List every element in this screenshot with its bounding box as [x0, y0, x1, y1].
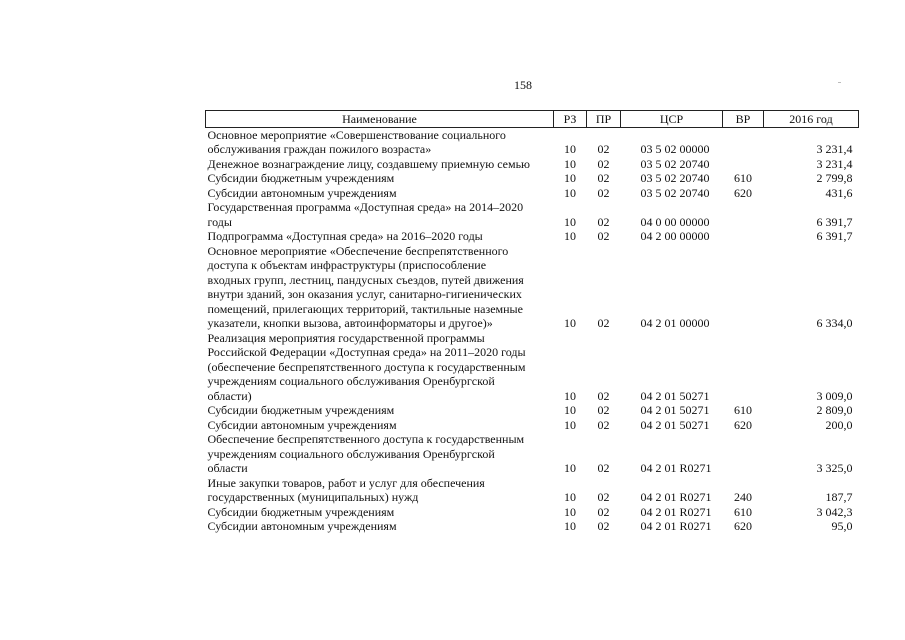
row-rz: 10 — [564, 316, 576, 330]
row-pr: 02 — [597, 388, 610, 403]
row-vr: 610 — [734, 504, 752, 519]
row-pr: 02 — [597, 417, 610, 432]
row-pr: 02 — [597, 171, 610, 185]
row-name: Субсидии бюджетным учреждениям — [207, 403, 395, 417]
row-csr: 04 2 01 R0271 — [640, 519, 712, 533]
row-vr — [723, 157, 764, 172]
table-row — [206, 403, 859, 418]
row-name: Иные закупки товаров, работ и услуг для обеспечения государственных (муниципальных) нужд — [207, 475, 485, 504]
row-csr: 04 2 01 R0271 — [640, 490, 712, 504]
table-row — [206, 127, 859, 157]
row-name: Обеспечение беспрепятственного доступа к государственным учреждениям социального обслуживания Оренбургской области — [207, 432, 525, 475]
row-csr: 03 5 02 20740 — [640, 156, 710, 171]
row-vr: 610 — [734, 403, 752, 417]
table-row — [206, 157, 859, 172]
header-row — [206, 111, 859, 128]
header-vr: ВР — [723, 111, 764, 128]
table-row — [206, 418, 859, 433]
table-row — [206, 229, 859, 244]
row-csr: 04 2 01 50271 — [640, 417, 710, 432]
row-vr: 620 — [734, 519, 752, 533]
row-rz: 10 — [564, 403, 576, 417]
row-amount: 6 334,0 — [816, 316, 853, 330]
table-header — [206, 111, 859, 128]
row-vr — [723, 200, 764, 229]
row-name: Субсидии автономным учреждениям — [207, 417, 397, 432]
row-name: Государственная программа «Доступная среда» на 2014–2020 годы — [207, 200, 524, 229]
row-csr: 04 2 01 00000 — [640, 316, 710, 330]
table-row — [206, 186, 859, 201]
row-amount: 200,0 — [825, 417, 853, 432]
row-rz: 10 — [564, 519, 576, 533]
row-rz: 10 — [564, 490, 576, 504]
row-pr: 02 — [597, 461, 610, 475]
row-vr — [723, 127, 764, 157]
table-row — [206, 200, 859, 229]
row-vr — [723, 229, 764, 244]
budget-table — [205, 110, 859, 534]
row-vr: 620 — [734, 417, 752, 432]
row-csr: 04 2 00 00000 — [640, 229, 710, 243]
page-number: 158 — [514, 78, 532, 92]
row-csr: 04 2 01 50271 — [640, 403, 710, 417]
row-pr: 02 — [597, 142, 610, 156]
row-rz: 10 — [564, 461, 576, 475]
scan-speck — [838, 82, 841, 83]
header-name: Наименование — [206, 111, 554, 128]
row-vr — [723, 432, 764, 476]
row-pr: 02 — [597, 490, 610, 504]
table-row — [206, 505, 859, 520]
row-csr: 04 2 01 R0271 — [640, 504, 712, 519]
row-rz: 10 — [564, 229, 576, 243]
row-vr: 620 — [734, 185, 752, 200]
row-rz: 10 — [564, 417, 576, 432]
row-name: Денежное вознаграждение лицу, создавшему приемную семью — [207, 156, 531, 171]
row-pr: 02 — [597, 229, 610, 243]
table-body — [206, 127, 859, 534]
row-pr: 02 — [597, 316, 610, 330]
row-rz: 10 — [564, 388, 576, 403]
row-amount: 431,6 — [825, 185, 853, 200]
row-csr: 03 5 02 20740 — [640, 185, 710, 200]
row-pr: 02 — [597, 185, 610, 200]
row-rz: 10 — [564, 171, 576, 185]
table-row — [206, 331, 859, 404]
table-row — [206, 171, 859, 186]
row-vr — [723, 331, 764, 404]
row-amount: 3 231,4 — [816, 142, 853, 156]
header-pr: ПР — [587, 111, 621, 128]
row-csr: 04 2 01 50271 — [640, 388, 710, 403]
row-rz: 10 — [564, 504, 576, 519]
row-vr — [723, 244, 764, 331]
row-csr: 04 0 00 00000 — [640, 214, 710, 229]
row-name: Подпрограмма «Доступная среда» на 2016–2020 годы — [207, 229, 483, 243]
row-pr: 02 — [597, 214, 610, 229]
row-pr: 02 — [597, 403, 610, 417]
row-amount: 2 809,0 — [816, 403, 853, 417]
row-vr: 240 — [734, 490, 752, 504]
table-row — [206, 244, 859, 331]
row-amount: 3 009,0 — [816, 388, 853, 403]
row-name: Субсидии бюджетным учреждениям — [207, 504, 395, 519]
row-name: Субсидии автономным учреждениям — [207, 519, 397, 533]
row-name: Реализация мероприятия государственной программы Российской Федерации «Доступная среда» на 2011–2020 годы (обеспечение беспрепятственного доступа к государственным учреждениям социального обслуживания Оренбургской области) — [207, 330, 526, 403]
row-name: Субсидии автономным учреждениям — [207, 185, 397, 200]
row-pr: 02 — [597, 504, 610, 519]
header-year: 2016 год — [764, 111, 859, 128]
row-name: Основное мероприятие «Обеспечение беспрепятственного доступа к объектам инфраструктуры (приспособление входных групп, лестниц, пандусных съездов, путей движения внутри зданий, зон оказания услуг, санитарно-гигиенических помещений, прилегающих территорий, тактильные наземные указатели, кнопки вызова, автоинформаторы и другое)» — [207, 243, 524, 330]
header-rz: РЗ — [554, 111, 587, 128]
row-csr: 03 5 02 00000 — [640, 142, 710, 156]
row-csr: 04 2 01 R0271 — [640, 461, 712, 475]
row-name: Субсидии бюджетным учреждениям — [207, 171, 395, 185]
row-amount: 95,0 — [831, 519, 853, 533]
row-amount: 6 391,7 — [816, 229, 853, 243]
row-amount: 3 231,4 — [816, 156, 853, 171]
row-pr: 02 — [597, 519, 610, 533]
row-amount: 187,7 — [825, 490, 853, 504]
row-name: Основное мероприятие «Совершенствование социального обслуживания граждан пожилого возраста» — [207, 127, 506, 156]
table-row — [206, 476, 859, 505]
row-vr: 610 — [734, 171, 752, 185]
row-rz: 10 — [564, 156, 576, 171]
row-amount: 6 391,7 — [816, 214, 853, 229]
row-csr: 03 5 02 20740 — [640, 171, 710, 185]
row-rz: 10 — [564, 185, 576, 200]
row-rz: 10 — [564, 214, 576, 229]
table-row — [206, 519, 859, 534]
row-amount: 2 799,8 — [816, 171, 853, 185]
table-row — [206, 432, 859, 476]
row-amount: 3 042,3 — [816, 504, 853, 519]
row-rz: 10 — [564, 142, 576, 156]
row-amount: 3 325,0 — [816, 461, 853, 475]
row-pr: 02 — [597, 156, 610, 171]
header-csr: ЦСР — [621, 111, 723, 128]
